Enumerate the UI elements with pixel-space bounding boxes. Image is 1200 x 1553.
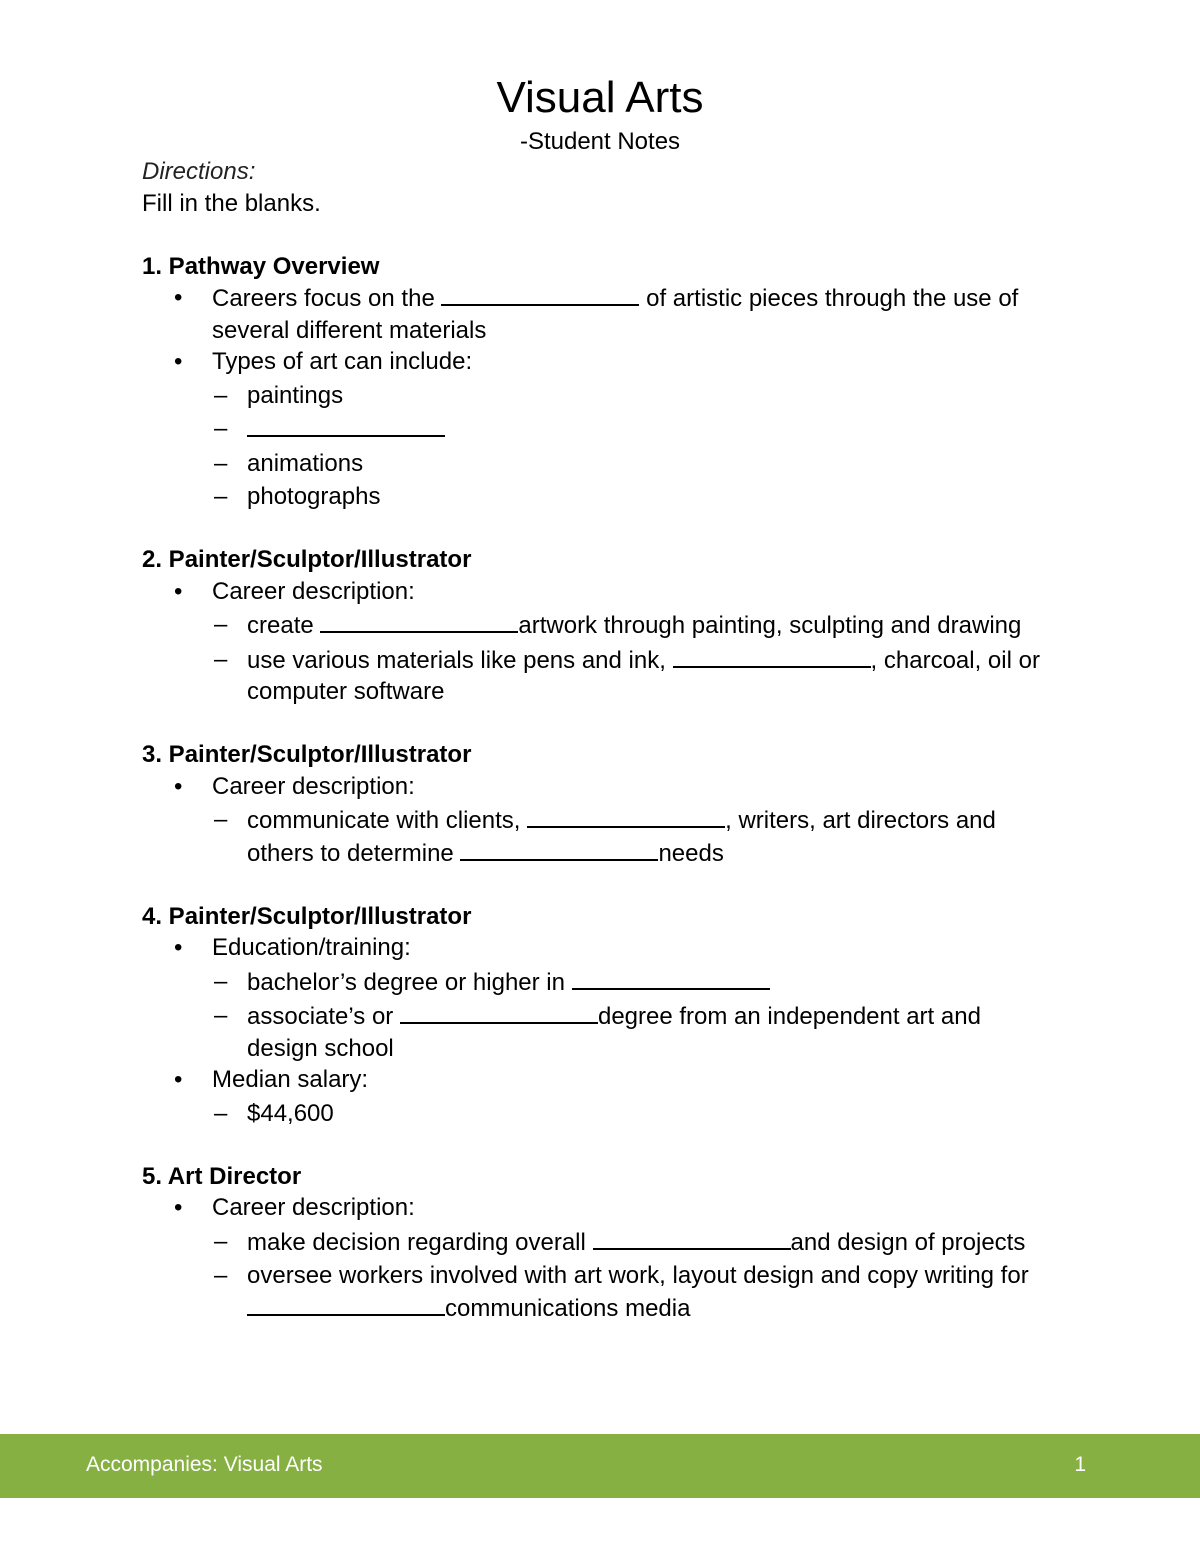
sub-item	[142, 380, 1042, 412]
page-title: Visual Arts	[496, 73, 704, 122]
section-pathway-overview	[142, 251, 1042, 513]
section-heading: 2. Painter/Sculptor/Illustrator	[142, 546, 472, 573]
sub-text: animations	[247, 449, 364, 477]
footer-text: Accompanies: Visual Arts	[86, 1453, 323, 1476]
fill-blank	[527, 804, 725, 828]
dash-mark: –	[214, 381, 228, 409]
page-number: 1	[1074, 1453, 1086, 1476]
section-heading: 3. Painter/Sculptor/Illustrator	[142, 741, 472, 768]
text-segment: communications media	[445, 1294, 691, 1322]
sub-text: photographs	[247, 483, 381, 510]
dash-mark: –	[214, 1262, 228, 1289]
text-segment: , charcoal, oil or computer software	[247, 646, 1040, 705]
section-painter-education	[142, 901, 1042, 1130]
bullet-item	[142, 1192, 1042, 1224]
fill-blank	[441, 282, 639, 306]
document-body	[142, 156, 1042, 1324]
bullet-mark: •	[174, 348, 183, 375]
dash-mark: –	[214, 1227, 228, 1255]
fill-blank	[247, 1292, 445, 1316]
sub-item	[142, 1000, 1042, 1064]
section-art-director	[142, 1161, 1042, 1325]
footer-bar	[0, 1434, 1200, 1498]
bullet-text: Types of art can include:	[212, 348, 473, 375]
bullet-text: Education/training:	[212, 934, 411, 961]
text-segment: of artistic pieces through the use of several different materials	[212, 285, 1019, 344]
sub-item	[142, 804, 1042, 869]
bullet-text: Career description:	[212, 772, 415, 800]
sub-item	[142, 413, 1042, 446]
salary-value: $44,600	[247, 1099, 334, 1127]
bullet-item	[142, 282, 1042, 346]
sub-item	[142, 1226, 1042, 1259]
bullet-text: Median salary:	[212, 1066, 369, 1093]
fill-blank	[673, 644, 871, 668]
text-segment: make decision regarding overall	[247, 1228, 593, 1256]
section-painter-communication	[142, 739, 1042, 869]
text-segment: , writers, art directors and others to determine	[247, 807, 996, 867]
bullet-text: Career description:	[212, 1194, 415, 1221]
bullet-item	[142, 771, 1042, 803]
dash-mark: –	[214, 483, 228, 510]
section-painter-description	[142, 544, 1042, 708]
fill-blank	[247, 413, 445, 437]
sub-item	[142, 609, 1042, 642]
text-segment: degree from an independent art and design school	[247, 1003, 981, 1062]
text-segment: Careers focus on the	[212, 285, 442, 312]
bullet-mark: •	[174, 577, 183, 605]
dash-mark: –	[214, 449, 228, 477]
directions-label: Directions:	[142, 158, 256, 185]
dash-mark: –	[214, 611, 228, 638]
sub-item	[142, 966, 1042, 999]
dash-mark: –	[214, 415, 228, 442]
section-heading: 1. Pathway Overview	[142, 252, 380, 280]
dash-mark: –	[214, 1002, 228, 1029]
sub-text: paintings	[247, 381, 344, 409]
bullet-item	[142, 576, 1042, 608]
bullet-mark: •	[174, 772, 183, 800]
sub-item	[142, 1260, 1042, 1324]
fill-blank	[460, 837, 658, 861]
sub-item	[142, 644, 1042, 708]
text-segment: oversee workers involved with art work, layout design and copy writing for	[247, 1262, 1029, 1289]
bullet-item	[142, 346, 1042, 378]
sub-item	[142, 1098, 1042, 1130]
page-subtitle: -Student Notes	[519, 128, 681, 155]
text-segment: associate’s or	[247, 1003, 400, 1030]
text-segment: communicate with clients,	[247, 807, 528, 834]
text-segment: create	[247, 612, 321, 639]
section-heading: 4. Painter/Sculptor/Illustrator	[142, 902, 472, 930]
bullet-item	[142, 932, 1042, 964]
dash-mark: –	[214, 645, 228, 673]
bullet-item	[142, 1064, 1042, 1096]
bullet-mark: •	[174, 284, 183, 311]
fill-blank	[320, 609, 518, 633]
section-heading: 5. Art Director	[142, 1162, 302, 1190]
text-segment: use various materials like pens and ink,	[247, 646, 673, 674]
fill-blank	[572, 966, 770, 990]
sub-item	[142, 448, 1042, 480]
bullet-text: Career description:	[212, 577, 415, 605]
fill-blank	[593, 1226, 791, 1250]
bullet-mark: •	[174, 1194, 183, 1221]
directions-text: Fill in the blanks.	[142, 189, 321, 217]
text-segment: needs	[658, 839, 724, 867]
text-segment: and design of projects	[790, 1228, 1026, 1256]
dash-mark: –	[214, 806, 228, 833]
dash-mark: –	[214, 1099, 228, 1127]
fill-blank	[400, 1000, 598, 1024]
bullet-mark: •	[174, 1066, 183, 1093]
text-segment: bachelor’s degree or higher in	[247, 968, 572, 996]
dash-mark: –	[214, 967, 228, 995]
bullet-mark: •	[174, 934, 183, 961]
sub-item	[142, 481, 1042, 513]
text-segment: artwork through painting, sculpting and drawing	[518, 612, 1022, 639]
